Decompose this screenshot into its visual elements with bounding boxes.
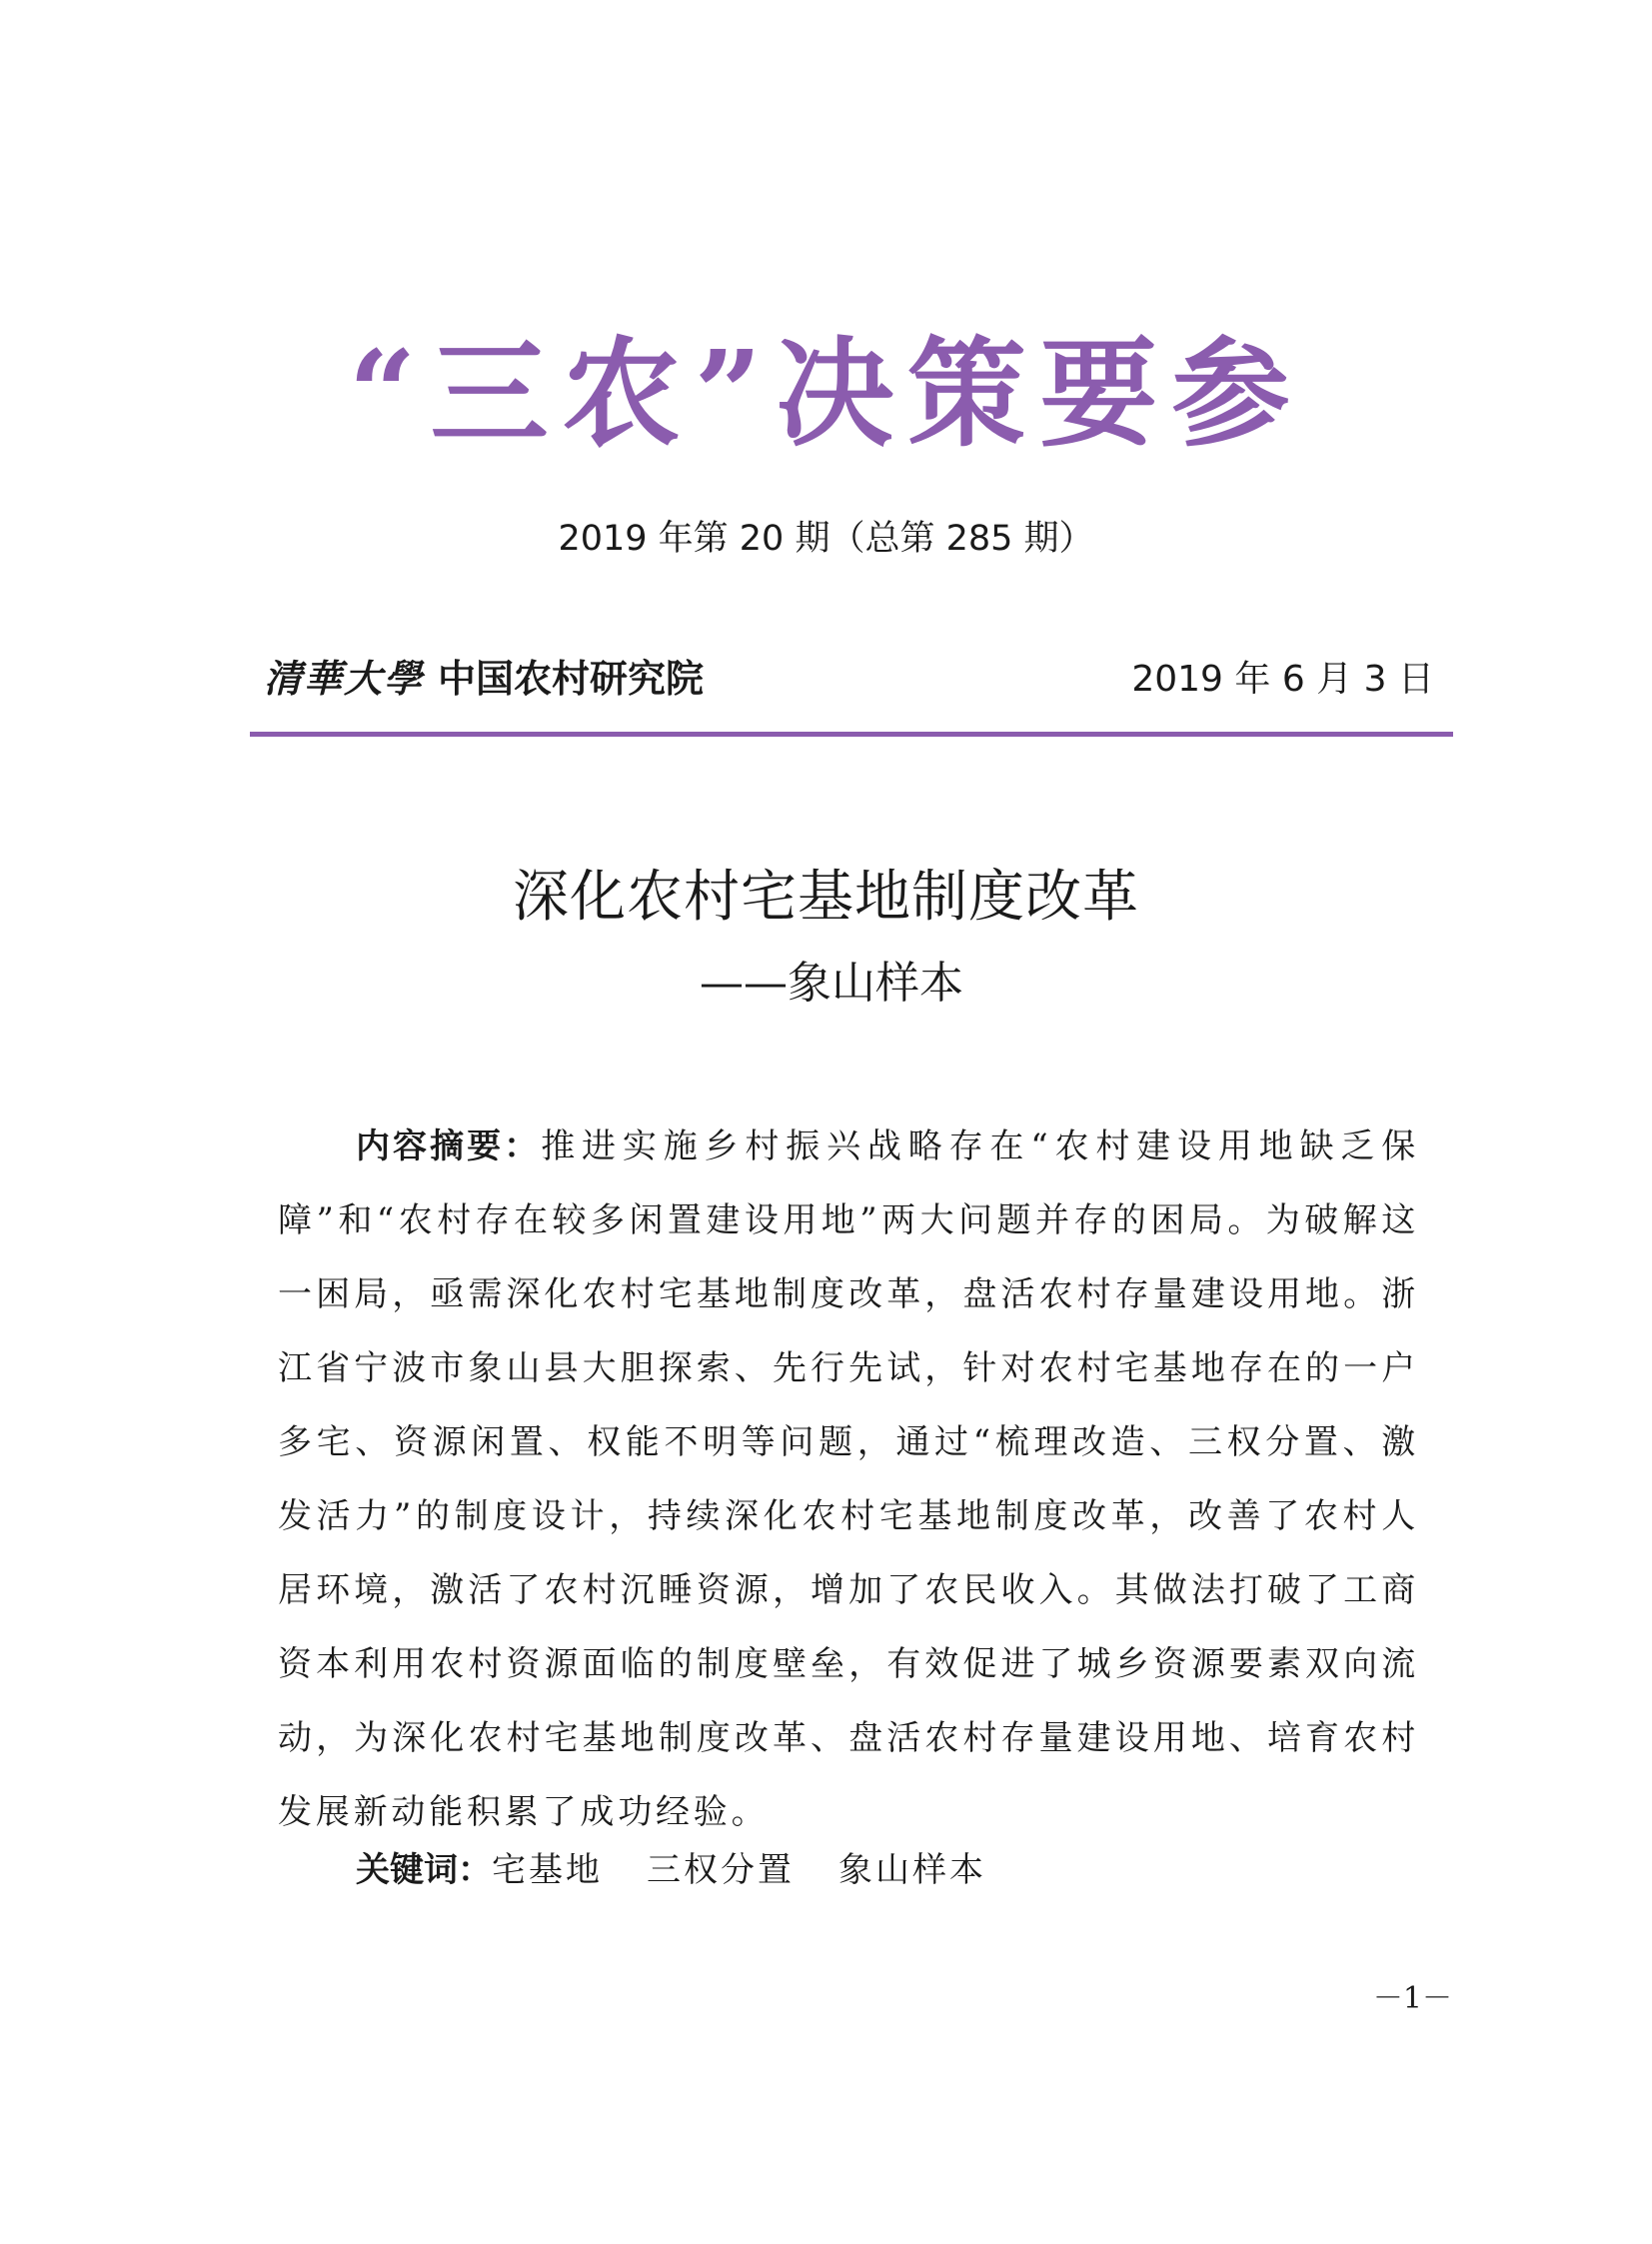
- issue-number: 2019 年第 20 期（总第 285 期）: [558, 519, 1094, 559]
- article-subtitle: ——象山样本: [700, 958, 963, 1009]
- keywords-label: 关键词：: [356, 1850, 492, 1890]
- keyword-item: 三权分置: [647, 1850, 795, 1890]
- keyword-item: 宅基地: [492, 1850, 603, 1890]
- keywords: [356, 1850, 986, 1890]
- page-number: －1－: [1372, 1981, 1452, 2016]
- abstract-text: 推进实施乡村振兴战略存在“农村建设用地缺乏保障”和“农村存在较多闲置建设用地”两大问题并存的困局。为破解这一困局，亟需深化农村宅基地制度改革，盘活农村存量建设用地。浙江省宁波市象山县大胆探索、先行先试，针对农村宅基地存在的一户多宅、资源闲置、权能不明等问题，通过“梳理改造、三权分置、激发活力”的制度设计，持续深化农村宅基地制度改革，改善了农村人居环境，激活了农村沉睡资源，增加了农民收入。其做法打破了工商资本利用农村资源面临的制度壁垒，有效促进了城乡资源要素双向流动，为深化农村宅基地制度改革、盘活农村存量建设用地、培育农村发展新动能积累了成功经验。: [278, 1126, 1420, 1832]
- university-logo-text: 清華大學: [264, 656, 425, 701]
- article-title: 深化农村宅基地制度改革: [513, 865, 1139, 930]
- institute-name: 中国农村研究院: [438, 657, 705, 701]
- publication-date: 2019 年 6 月 3 日: [1131, 659, 1434, 700]
- abstract: [278, 1110, 1419, 1849]
- institution-header: [264, 656, 705, 701]
- abstract-label: 内容摘要：: [356, 1126, 542, 1166]
- header-divider: [250, 732, 1453, 737]
- keyword-item: 象山样本: [838, 1850, 986, 1890]
- masthead-title: “三农”决策要参: [348, 324, 1304, 463]
